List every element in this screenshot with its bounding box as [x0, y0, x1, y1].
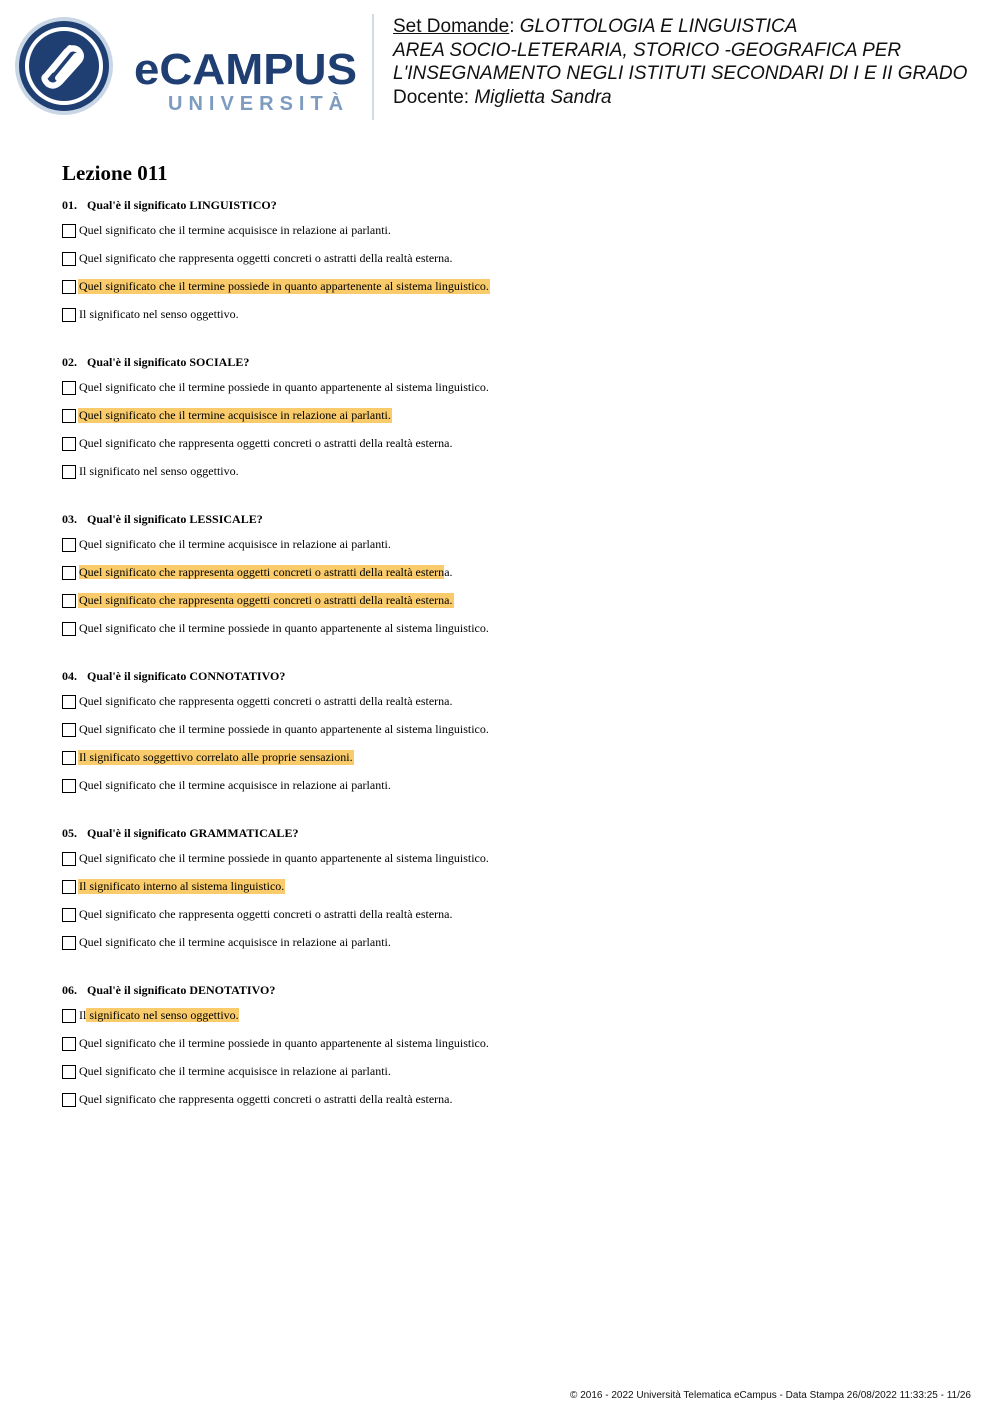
- answer-option[interactable]: Quel significato che il termine possiede in quanto appartenente al sistema linguistico.: [62, 722, 942, 750]
- ecampus-logo: [14, 16, 359, 116]
- question-text: 04. Qual'è il significato CONNOTATIVO?: [62, 669, 286, 683]
- course-title: GLOTTOLOGIA E LINGUISTICA: [519, 16, 798, 37]
- questions-list: [62, 197, 942, 1139]
- checkbox-icon[interactable]: [62, 252, 76, 266]
- question-text: 01. Qual'è il significato LINGUISTICO?: [62, 198, 277, 212]
- answer-option[interactable]: Quel significato che rappresenta oggetti concreti o astratti della realtà esterna.: [62, 907, 942, 935]
- checkbox-icon[interactable]: [62, 936, 76, 950]
- answer-option-correct[interactable]: Il significato interno al sistema linguistico.: [62, 879, 942, 907]
- answer-option[interactable]: Quel significato che rappresenta oggetti concreti o astratti della realtà esterna.: [62, 694, 942, 722]
- checkbox-icon[interactable]: [62, 695, 76, 709]
- option-tail: a.: [444, 565, 453, 579]
- question-06: [62, 982, 942, 1120]
- answer-option-correct[interactable]: Quel significato che il termine acquisisce in relazione ai parlanti.: [62, 408, 942, 436]
- answer-option[interactable]: Quel significato che il termine possiede in quanto appartenente al sistema linguistico.: [62, 621, 942, 649]
- highlighted-text: significato nel senso oggettivo.: [86, 1008, 239, 1022]
- header-divider: [372, 14, 374, 120]
- checkbox-icon[interactable]: [62, 280, 76, 294]
- logo-subtitle: UNIVERSITÀ: [168, 93, 350, 115]
- answer-option[interactable]: Quel significato che il termine possiede in quanto appartenente al sistema linguistico.: [62, 851, 942, 879]
- answer-option[interactable]: Quel significato che rappresenta oggetti concreti o astratti della realtà esterna.: [62, 1092, 942, 1120]
- docente-label: Docente:: [393, 86, 470, 108]
- answer-option[interactable]: Quel significato che il termine acquisisce in relazione ai parlanti.: [62, 1064, 942, 1092]
- question-text: 02. Qual'è il significato SOCIALE?: [62, 355, 250, 369]
- checkbox-icon[interactable]: [62, 381, 76, 395]
- answer-option[interactable]: Quel significato che rappresenta oggetti concreti o astratti della realtà esterna.: [62, 251, 942, 279]
- set-line: Set Domande: GLOTTOLOGIA E LINGUISTICA: [393, 16, 798, 37]
- answer-option[interactable]: Quel significato che il termine possiede in quanto appartenente al sistema linguistico.: [62, 1036, 942, 1064]
- header-info: [393, 15, 993, 109]
- checkbox-icon[interactable]: [62, 751, 76, 765]
- answer-option[interactable]: Quel significato che il termine acquisisce in relazione ai parlanti.: [62, 537, 942, 565]
- answer-option-correct[interactable]: Il significato soggettivo correlato alle proprie sensazioni.: [62, 750, 942, 778]
- question-text: 05. Qual'è il significato GRAMMATICALE?: [62, 826, 299, 840]
- checkbox-icon[interactable]: [62, 538, 76, 552]
- university-seal-icon: [14, 16, 114, 116]
- checkbox-icon[interactable]: [62, 308, 76, 322]
- question-05: [62, 825, 942, 963]
- answer-option[interactable]: Quel significato che il termine acquisisce in relazione ai parlanti.: [62, 935, 942, 963]
- checkbox-icon[interactable]: [62, 1065, 76, 1079]
- question-04: [62, 668, 942, 806]
- answer-option[interactable]: Quel significato che il termine acquisisce in relazione ai parlanti.: [62, 778, 942, 806]
- ecampus-wordmark: [134, 44, 359, 126]
- question-01: [62, 197, 942, 335]
- question-text: 06. Qual'è il significato DENOTATIVO?: [62, 983, 276, 997]
- set-label: Set Domande: [393, 16, 510, 37]
- checkbox-icon[interactable]: [62, 852, 76, 866]
- area-line-2: L'INSEGNAMENTO NEGLI ISTITUTI SECONDARI DI I E II GRADO: [393, 63, 968, 84]
- checkbox-icon[interactable]: [62, 437, 76, 451]
- answer-option-correct[interactable]: [62, 565, 942, 593]
- checkbox-icon[interactable]: [62, 1093, 76, 1107]
- checkbox-icon[interactable]: [62, 1037, 76, 1051]
- highlighted-text: Quel significato che rappresenta oggetti concreti o astratti della realtà estern: [79, 565, 445, 579]
- answer-option-correct[interactable]: [62, 1008, 942, 1036]
- logo-text: eCAMPUS: [134, 45, 357, 94]
- answer-option[interactable]: Quel significato che il termine possiede in quanto appartenente al sistema linguistico.: [62, 380, 942, 408]
- answer-option[interactable]: Quel significato che il termine acquisisce in relazione ai parlanti.: [62, 223, 942, 251]
- checkbox-icon[interactable]: [62, 1009, 76, 1023]
- page-footer: © 2016 - 2022 Università Telematica eCampus - Data Stampa 26/08/2022 11:33:25 - 11/26: [570, 1390, 971, 1401]
- area-line-1: AREA SOCIO-LETERARIA, STORICO -GEOGRAFICA PER: [393, 39, 902, 61]
- answer-option[interactable]: Quel significato che rappresenta oggetti concreti o astratti della realtà esterna.: [62, 436, 942, 464]
- checkbox-icon[interactable]: [62, 723, 76, 737]
- question-02: [62, 354, 942, 492]
- lesson-title: Lezione 011: [62, 161, 168, 185]
- question-03: [62, 511, 942, 649]
- docente-name: Miglietta Sandra: [474, 86, 612, 108]
- checkbox-icon[interactable]: [62, 566, 76, 580]
- answer-option[interactable]: Il significato nel senso oggettivo.: [62, 464, 942, 492]
- checkbox-icon[interactable]: [62, 908, 76, 922]
- checkbox-icon[interactable]: [62, 779, 76, 793]
- docente-line: [393, 86, 993, 110]
- checkbox-icon[interactable]: [62, 465, 76, 479]
- checkbox-icon[interactable]: [62, 409, 76, 423]
- answer-option-correct[interactable]: Quel significato che rappresenta oggetti concreti o astratti della realtà esterna.: [62, 593, 942, 621]
- checkbox-icon[interactable]: [62, 622, 76, 636]
- answer-option-correct[interactable]: Quel significato che il termine possiede in quanto appartenente al sistema linguistico.: [62, 279, 942, 307]
- checkbox-icon[interactable]: [62, 594, 76, 608]
- question-text: 03. Qual'è il significato LESSICALE?: [62, 512, 263, 526]
- checkbox-icon[interactable]: [62, 880, 76, 894]
- checkbox-icon[interactable]: [62, 224, 76, 238]
- answer-option[interactable]: Il significato nel senso oggettivo.: [62, 307, 942, 335]
- option-head: Il: [79, 1008, 87, 1022]
